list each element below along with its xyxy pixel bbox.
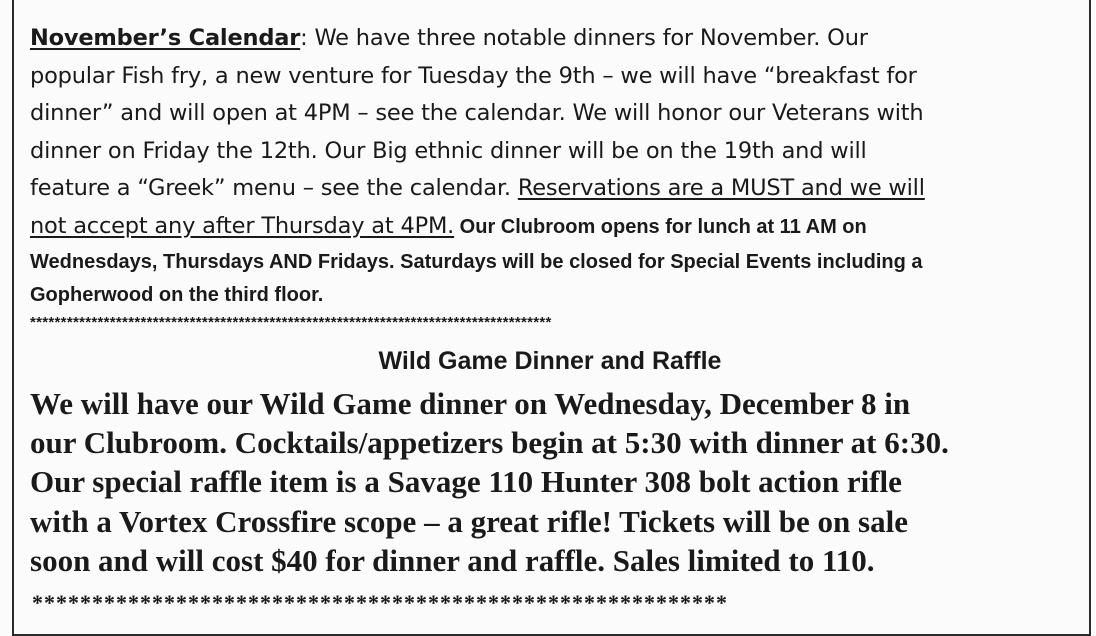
calendar-line-5: feature a “Greek” menu – see the calendar. (30, 175, 518, 201)
wild-game-body (30, 384, 1080, 580)
calendar-line-2: popular Fish fry, a new venture for Tuesday the 9th – we will have “breakfast for (30, 62, 917, 89)
gopherwood-note: Gopherwood on the third floor. (30, 284, 324, 306)
wild-game-line: Our special raffle item is a Savage 110 Hunter 308 bolt action rifle (30, 464, 902, 500)
wild-game-line: our Clubroom. Cocktails/appetizers begin at 5:30 with dinner at 6:30. (30, 425, 949, 461)
calendar-title: November’s Calendar (30, 25, 301, 51)
clubroom-hours: Our Clubroom opens for lunch at 11 AM on (454, 215, 867, 238)
calendar-line-1: : We have three notable dinners for November. Our (300, 25, 868, 51)
wild-game-line: soon and will cost $40 for dinner and raffle. Sales limited to 110. (30, 542, 875, 578)
calendar-line-4: dinner on Friday the 12th. Our Big ethnic dinner will be on the 19th and will (30, 137, 867, 164)
calendar-paragraph (30, 20, 1080, 246)
calendar-line-3: dinner” and will open at 4PM – see the calendar. We will honor our Veterans with (30, 100, 924, 126)
separator-stars-2: ********************************************************** (32, 590, 728, 615)
reservations-notice: Reservations are a MUST and we will (517, 175, 925, 201)
wild-game-heading: Wild Game Dinner and Raffle (378, 347, 722, 375)
november-calendar-section (30, 20, 1080, 312)
clubroom-days: Wednesdays, Thursdays AND Fridays. Saturdays will be closed for Special Events including a (30, 251, 923, 273)
separator-stars-1: ************************************************************************************* (30, 314, 552, 331)
wild-game-line: We will have our Wild Game dinner on Wednesday, December 8 in (30, 386, 911, 421)
reservations-deadline: not accept any after Thursday at 4PM. (30, 212, 455, 239)
wild-game-line: with a Vortex Crossfire scope – a great rifle! Tickets will be on sale (30, 503, 908, 539)
